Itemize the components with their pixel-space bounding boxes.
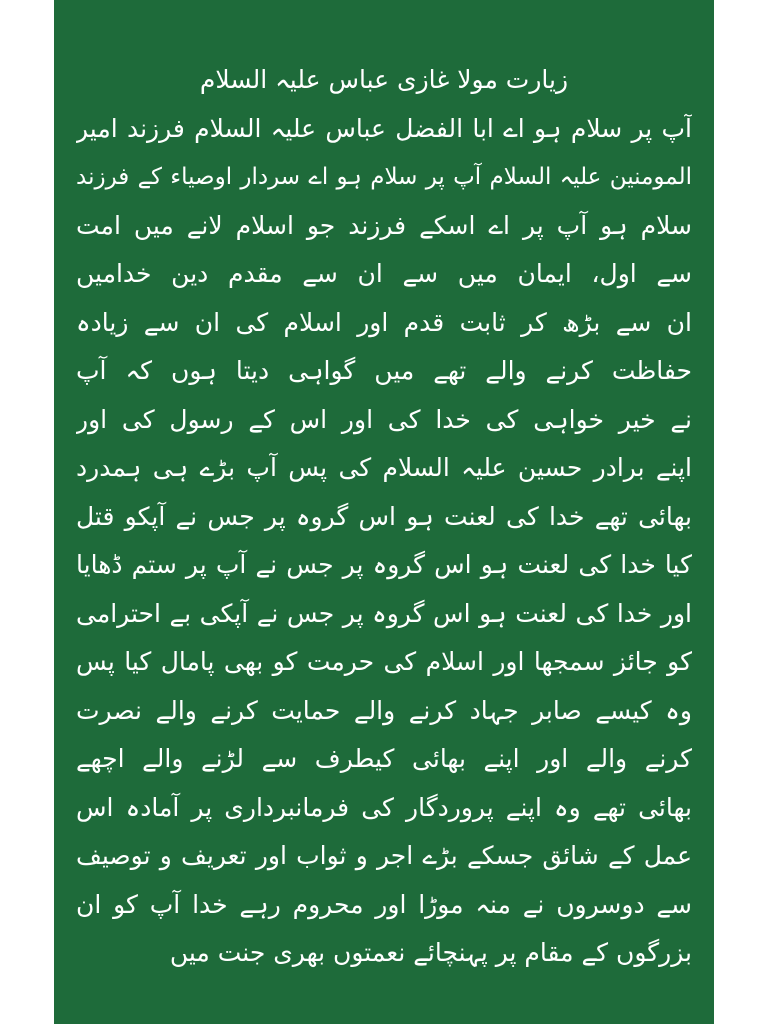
text-line-12: کو جائز سمجھا اور اسلام کی حرمت کو بھی پامال کیا پس bbox=[76, 647, 692, 676]
ziyarat-text bbox=[76, 56, 692, 978]
text-line-6: حفاظت کرنے والے تھے میں گواہی دیتا ہوں کہ آپ bbox=[76, 356, 692, 385]
text-line-7: نے خیر خواہی کی خدا کی اور اس کے رسول کی اور bbox=[76, 404, 692, 434]
text-line-10: کیا خدا کی لعنت ہو اس گروہ پر جس نے آپ پر ستم ڈھایا bbox=[76, 550, 692, 579]
text-line-5: ان سے بڑھ کر ثابت قدم اور اسلام کی ان سے زیادہ bbox=[76, 307, 692, 337]
text-line-17: سے دوسروں نے منہ موڑا اور محروم رہے خدا آپ کو ان bbox=[76, 889, 692, 919]
ziyarat-title: زیارت مولا غازی عباس علیہ السلام bbox=[199, 65, 569, 94]
green-page bbox=[54, 0, 714, 1024]
text-line-11: اور خدا کی لعنت ہو اس گروہ پر جس نے آپکی بے احترامی bbox=[76, 598, 692, 628]
text-line-2: المومنین علیہ السلام آپ پر سلام ہو اے سردار اوصیاء کے فرزند bbox=[76, 164, 692, 190]
text-line-1: آپ پر سلام ہو اے ابا الفضل عباس علیہ السلام فرزند امیر bbox=[76, 113, 692, 143]
text-line-8: اپنے برادر حسین علیہ السلام کی پس آپ بڑے ہی ہمدرد bbox=[76, 453, 692, 482]
text-line-18: بزرگوں کے مقام پر پہنچائے نعمتوں بھری جنت میں bbox=[169, 938, 692, 967]
text-line-16: عمل کے شائق جسکے بڑے اجر و ثواب اور تعریف و توصیف bbox=[76, 841, 692, 870]
text-line-15: بھائی تھے وہ اپنے پروردگار کی فرمانبرداری پر آمادہ اس bbox=[76, 792, 692, 822]
text-line-14: کرنے والے اور اپنے بھائی کیطرف سے لڑنے والے اچھے bbox=[76, 744, 692, 773]
text-line-9: بھائی تھے خدا کی لعنت ہو اس گروہ پر جس نے آپکو قتل bbox=[76, 501, 692, 531]
text-line-13: وہ کیسے صابر جہاد کرنے والے حمایت کرنے والے نصرت bbox=[76, 695, 692, 725]
text-line-4: سے اول، ایمان میں سے ان سے مقدم دین خدامیں bbox=[76, 259, 692, 288]
text-line-3: سلام ہو آپ پر اے اسکے فرزند جو اسلام لانے میں امت bbox=[76, 210, 692, 240]
